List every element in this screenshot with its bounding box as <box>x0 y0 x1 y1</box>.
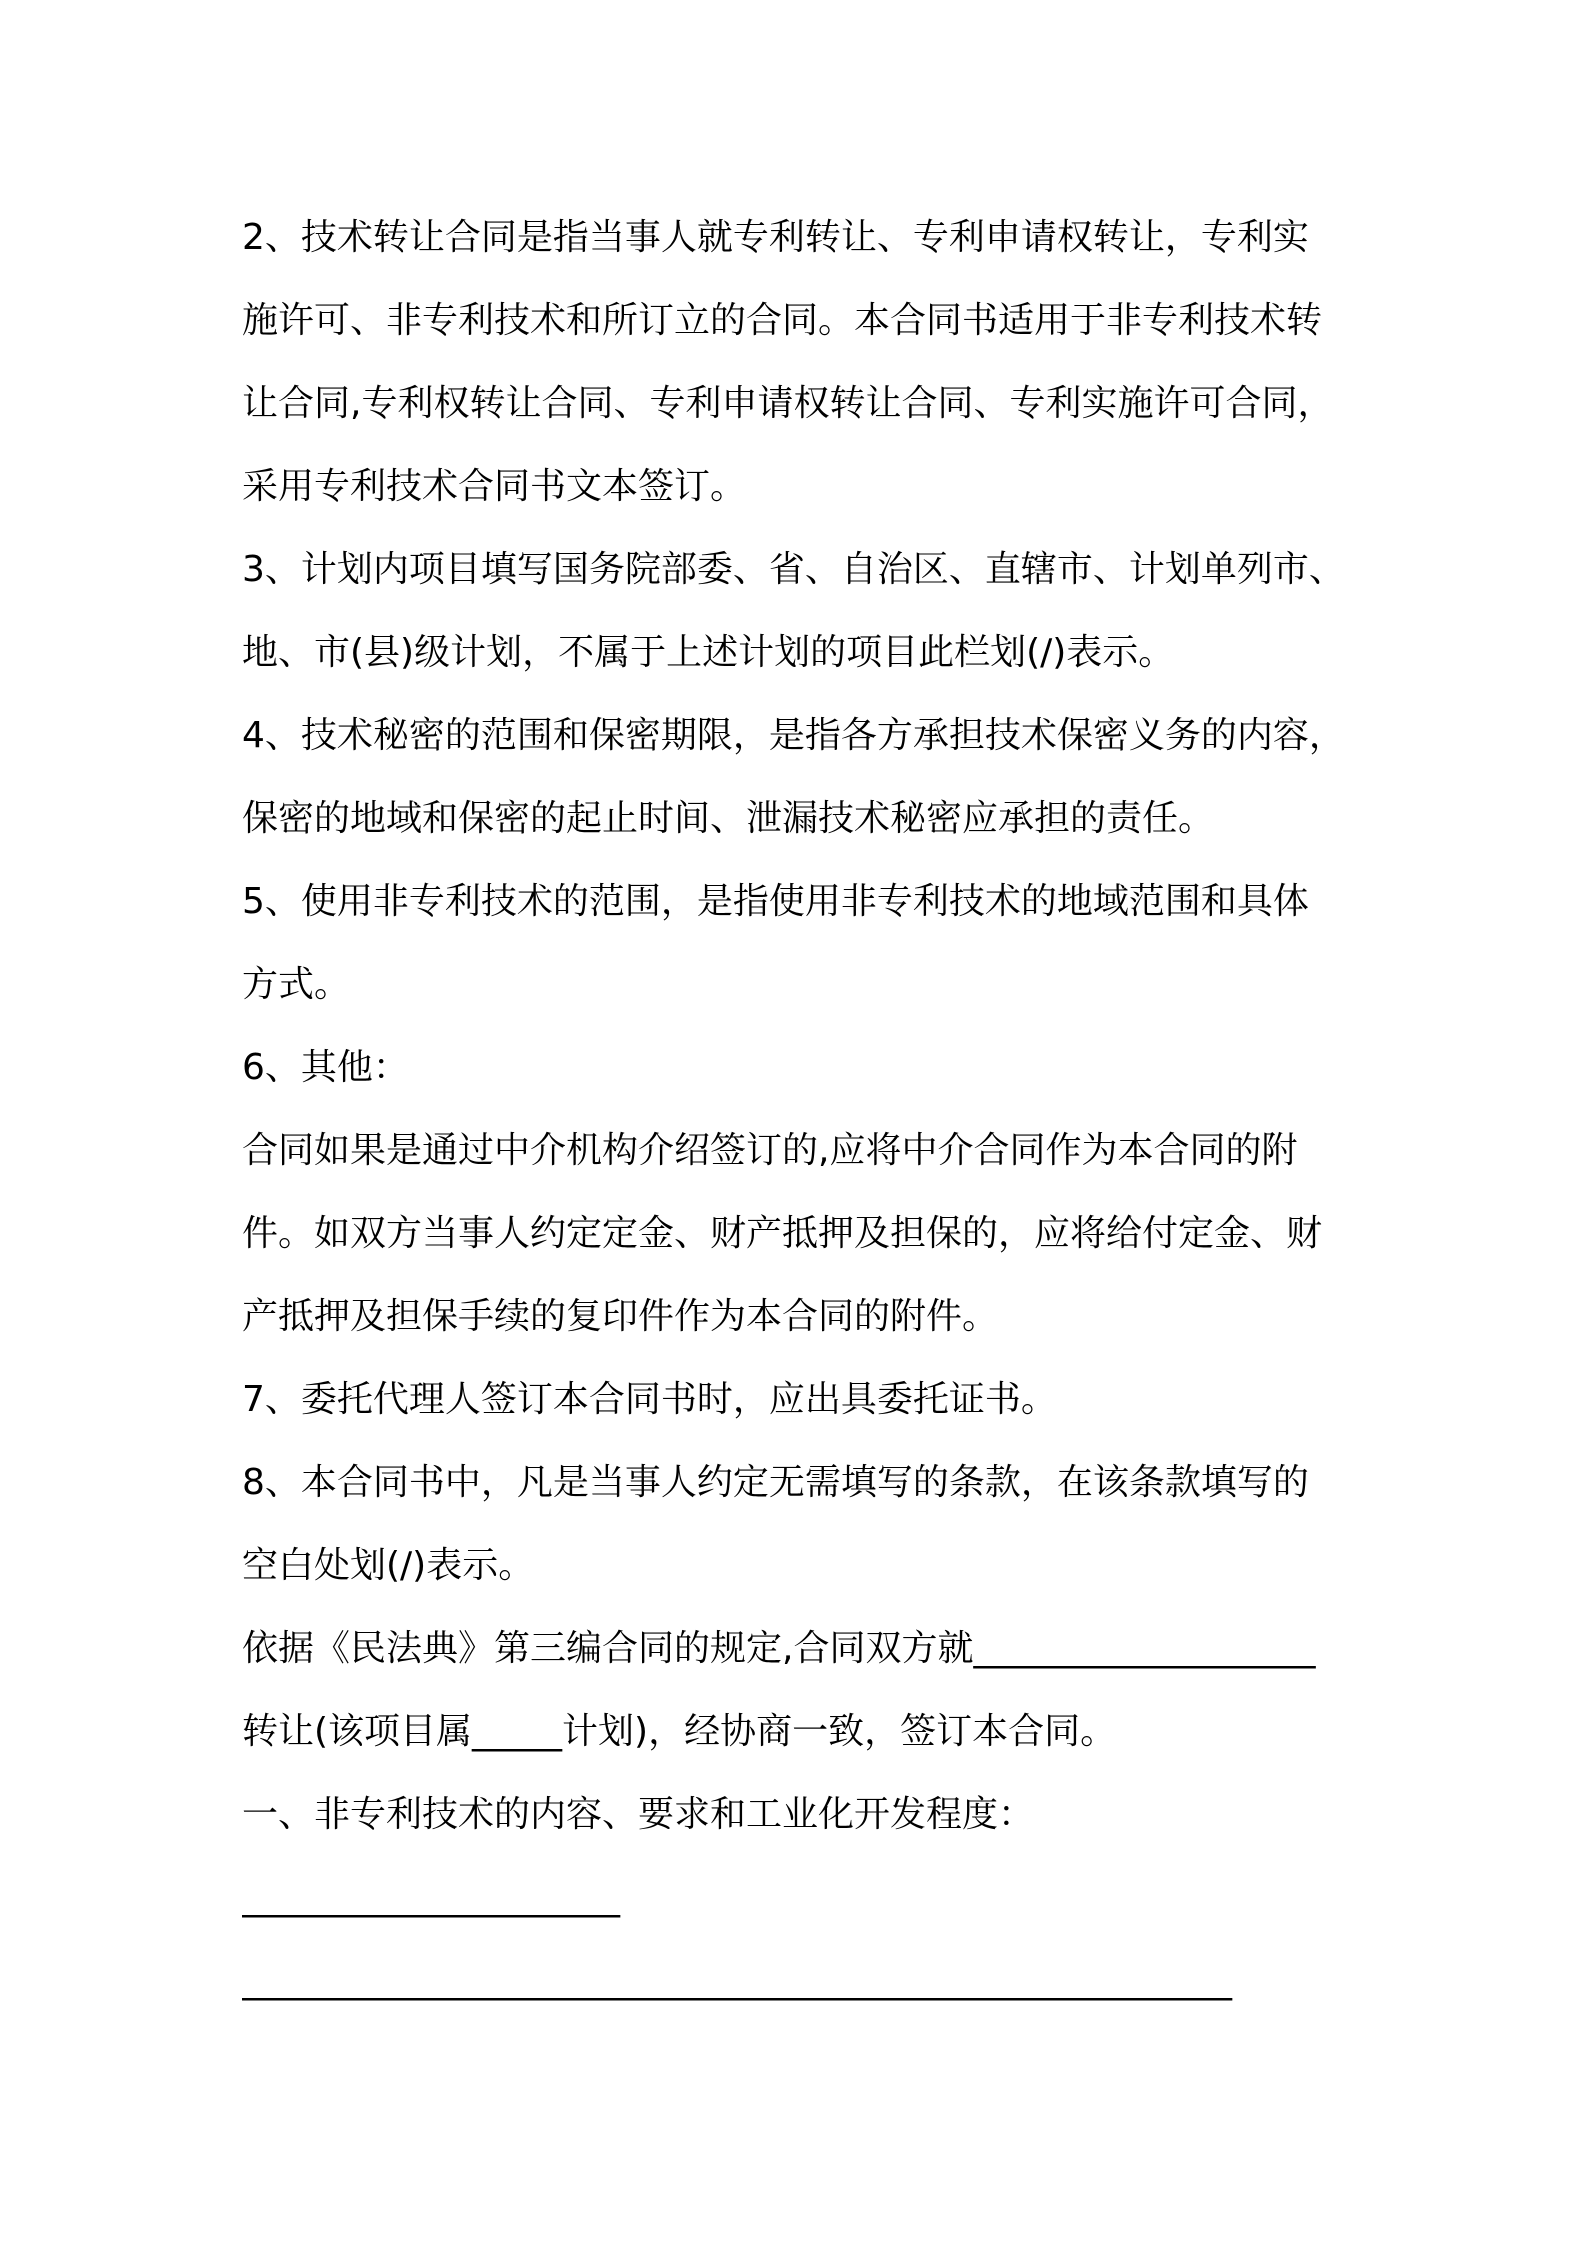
text-line: 方式。 <box>242 964 351 1005</box>
text-line: 合同如果是通过中介机构介绍签订的,应将中介合同作为本合同的附 <box>242 1130 1298 1171</box>
text-line: 采用专利技术合同书文本签订。 <box>242 466 747 507</box>
text-line: 件。如双方当事人约定定金、财产抵押及担保的，应将给付定金、财 <box>242 1213 1323 1254</box>
text-line: 依据《民法典》第三编合同的规定,合同双方就___________________ <box>242 1628 1316 1669</box>
text-line: 5、使用非专利技术的范围，是指使用非专利技术的地域范围和具体 <box>242 881 1309 922</box>
blank-fill-line: _______________________________________________________ <box>242 1960 1232 2001</box>
text-line: 地、市(县)级计划，不属于上述计划的项目此栏划(/)表示。 <box>242 632 1175 673</box>
text-line: 3、计划内项目填写国务院部委、省、自治区、直辖市、计划单列市、 <box>242 549 1345 590</box>
text-line: 施许可、非专利技术和所订立的合同。本合同书适用于非专利技术转 <box>242 300 1323 341</box>
text-line: 产抵押及担保手续的复印件作为本合同的附件。 <box>242 1296 999 1337</box>
section-heading: 一、非专利技术的内容、要求和工业化开发程度： <box>242 1794 1035 1835</box>
text-line: 2、技术转让合同是指当事人就专利转让、专利申请权转让，专利实 <box>242 217 1309 258</box>
text-line: 转让(该项目属_____计划)，经协商一致，签订本合同。 <box>242 1711 1117 1752</box>
text-line: 让合同,专利权转让合同、专利申请权转让合同、专利实施许可合同， <box>242 383 1334 424</box>
text-line: 7、委托代理人签订本合同书时，应出具委托证书。 <box>242 1379 1057 1420</box>
blank-fill-line: _____________________ <box>242 1877 620 1918</box>
text-line: 保密的地域和保密的起止时间、泄漏技术秘密应承担的责任。 <box>242 798 1215 839</box>
text-line: 6、其他： <box>242 1047 409 1088</box>
text-line: 4、技术秘密的范围和保密期限，是指各方承担技术保密义务的内容， <box>242 715 1345 756</box>
document-body <box>242 196 1372 2022</box>
text-line: 空白处划(/)表示。 <box>242 1545 535 1586</box>
text-line: 8、本合同书中，凡是当事人约定无需填写的条款，在该条款填写的 <box>242 1462 1309 1503</box>
